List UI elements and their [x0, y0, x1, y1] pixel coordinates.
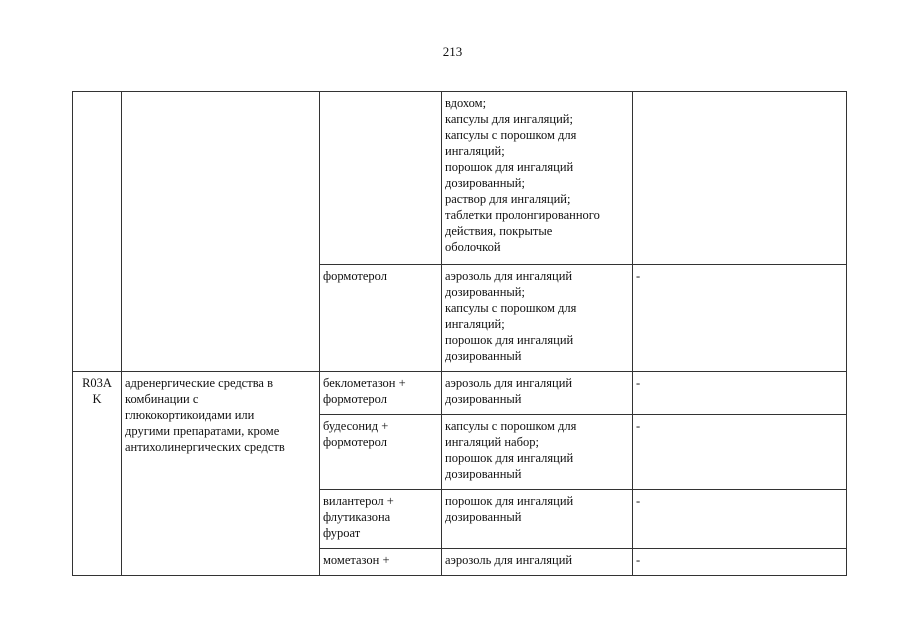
- form-line: капсулы с порошком для: [445, 419, 577, 433]
- form-line: вдохом;: [445, 96, 487, 110]
- drug-name-line: формотерол: [323, 269, 387, 283]
- group-cell: [122, 92, 320, 372]
- form-line: дозированный: [445, 392, 522, 406]
- note-cell: -: [633, 372, 847, 415]
- drug-name-cell: [320, 490, 442, 549]
- dosage-forms-cell: [442, 549, 633, 576]
- drug-name-line: формотерол: [323, 392, 387, 406]
- form-line: порошок для ингаляций: [445, 333, 574, 347]
- form-line: аэрозоль для ингаляций: [445, 553, 573, 567]
- form-line: капсулы с порошком для: [445, 301, 577, 315]
- drug-name-cell: [320, 415, 442, 490]
- drug-table: [72, 91, 847, 576]
- note-cell: -: [633, 265, 847, 372]
- dosage-forms-cell: [442, 490, 633, 549]
- form-line: порошок для ингаляций: [445, 494, 574, 508]
- group-cell: [122, 372, 320, 576]
- form-line: дозированный: [445, 349, 522, 363]
- form-line: действия, покрытые: [445, 224, 553, 238]
- atc-code-cell: [73, 372, 122, 576]
- table-row: [73, 372, 847, 415]
- form-line: оболочкой: [445, 240, 501, 254]
- atc-code-cell: [73, 92, 122, 372]
- form-line: ингаляций;: [445, 144, 505, 158]
- dosage-forms-cell: [442, 92, 633, 265]
- form-line: ингаляций набор;: [445, 435, 539, 449]
- note-cell: [633, 92, 847, 265]
- form-line: аэрозоль для ингаляций: [445, 269, 573, 283]
- note-cell: -: [633, 549, 847, 576]
- drug-name-line: флутиказона: [323, 510, 391, 524]
- drug-name-cell: [320, 265, 442, 372]
- form-line: порошок для ингаляций: [445, 160, 574, 174]
- note-cell: -: [633, 415, 847, 490]
- drug-name-line: вилантерол +: [323, 494, 394, 508]
- form-line: дозированный: [445, 467, 522, 481]
- form-line: дозированный: [445, 510, 522, 524]
- atc-code-line: K: [92, 392, 102, 406]
- note-cell: -: [633, 490, 847, 549]
- group-line: адренергические средства в: [125, 376, 274, 390]
- drug-name-line: будесонид +: [323, 419, 389, 433]
- form-line: ингаляций;: [445, 317, 505, 331]
- group-line: глюкокортикоидами или: [125, 408, 255, 422]
- drug-name-line: фуроат: [323, 526, 361, 540]
- atc-code-line: R03A: [82, 376, 112, 390]
- table-row: [73, 92, 847, 265]
- form-line: аэрозоль для ингаляций: [445, 376, 573, 390]
- form-line: дозированный;: [445, 176, 525, 190]
- page-number: 213: [442, 44, 463, 59]
- group-line: другими препаратами, кроме: [125, 424, 280, 438]
- form-line: дозированный;: [445, 285, 525, 299]
- drug-name-line: формотерол: [323, 435, 387, 449]
- dosage-forms-cell: [442, 372, 633, 415]
- form-line: порошок для ингаляций: [445, 451, 574, 465]
- form-line: таблетки пролонгированного: [445, 208, 600, 222]
- group-line: антихолинергических средств: [125, 440, 285, 454]
- form-line: капсулы с порошком для: [445, 128, 577, 142]
- drug-name-cell: [320, 92, 442, 265]
- group-line: комбинации с: [125, 392, 199, 406]
- drug-name-cell: [320, 549, 442, 576]
- drug-name-line: мометазон +: [323, 553, 390, 567]
- drug-name-line: беклометазон +: [323, 376, 406, 390]
- dosage-forms-cell: [442, 265, 633, 372]
- form-line: капсулы для ингаляций;: [445, 112, 573, 126]
- form-line: раствор для ингаляций;: [445, 192, 571, 206]
- drug-name-cell: [320, 372, 442, 415]
- dosage-forms-cell: [442, 415, 633, 490]
